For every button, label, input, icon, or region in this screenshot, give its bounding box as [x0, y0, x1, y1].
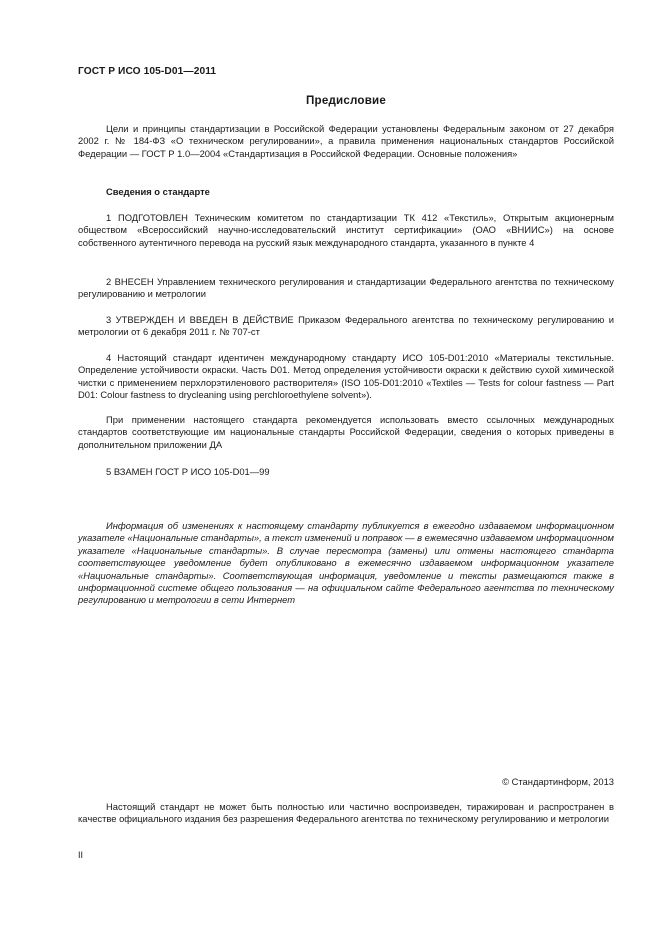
intro-paragraph: Цели и принципы стандартизации в Российской Федерации установлены Федеральным законом от 27 декабря 2002 г. № 184-ФЗ «О техническом регулировании», а правила применения национальных стандартов Российской Федерации — ГОСТ Р 1.0—2004 «Стандартизация в Российской Федерации. Основные положения» — [78, 123, 614, 159]
document-page — [78, 0, 614, 936]
page-title: Предисловие — [306, 94, 386, 107]
standard-header: ГОСТ Р ИСО 105-D01—2011 — [78, 66, 217, 77]
reproduction-paragraph: Настоящий стандарт не может быть полностью или частично воспроизведен, тиражирован и распространен в качестве официального издания без разрешения Федерального агентства по техническому регулированию и метрологии — [78, 801, 614, 825]
copyright-line: © Стандартинформ, 2013 — [502, 776, 614, 787]
item-4-note-paragraph: При применении настоящего стандарта рекомендуется использовать вместо ссылочных международных стандартов соответствующие им национальные стандарты Российской Федерации, сведения о которых приведены в дополнительном приложении ДА — [78, 414, 614, 450]
item-3-paragraph: 3 УТВЕРЖДЕН И ВВЕДЕН В ДЕЙСТВИЕ Приказом Федерального агентства по техническому регулированию и метрологии от 6 декабря 2011 г. № 707-ст — [78, 314, 614, 338]
item-5-paragraph: 5 ВЗАМЕН ГОСТ Р ИСО 105-D01—99 — [106, 466, 270, 477]
item-1-paragraph: 1 ПОДГОТОВЛЕН Техническим комитетом по стандартизации ТК 412 «Текстиль», Открытым акционерным обществом «Всероссийский научно-исследовательский институт сертификации» (ОАО «ВНИИС») на основе собственного аутентичного перевода на русский язык международного стандарта, указанного в пункте 4 — [78, 212, 614, 248]
item-4-paragraph: 4 Настоящий стандарт идентичен международному стандарту ИСО 105-D01:2010 «Материалы текстильные. Определение устойчивости окраски. Часть D01. Метод определения устойчивости окраски к действию сухой химической чистки с применением перхлорэтиленового растворителя» (ISO 105-D01:2010 «Textiles — Tests for colour fastness — Part D01: Colour fastness to drycleaning using perchloroethylene solvent»). — [78, 352, 614, 401]
item-2-paragraph: 2 ВНЕСЕН Управлением технического регулирования и стандартизации Федерального агентства по техническому регулированию и метрологии — [78, 276, 614, 300]
info-heading: Сведения о стандарте — [106, 186, 210, 197]
notice-paragraph: Информация об изменениях к настоящему стандарту публикуется в ежегодно издаваемом информационном указателе «Национальные стандарты», а текст изменений и поправок — в ежемесячно издаваемом информационном указателе «Национальные стандарты». В случае пересмотра (замены) или отмены настоящего стандарта соответствующее уведомление будет опубликовано в ежемесячно издаваемом информационном указателе «Национальные стандарты». Соответствующая информация, уведомление и тексты размещаются также в информационной системе общего пользования — на официальном сайте Федерального агентства по техническому регулированию и метрологии в сети Интернет — [78, 520, 614, 606]
page-number: II — [78, 850, 84, 860]
